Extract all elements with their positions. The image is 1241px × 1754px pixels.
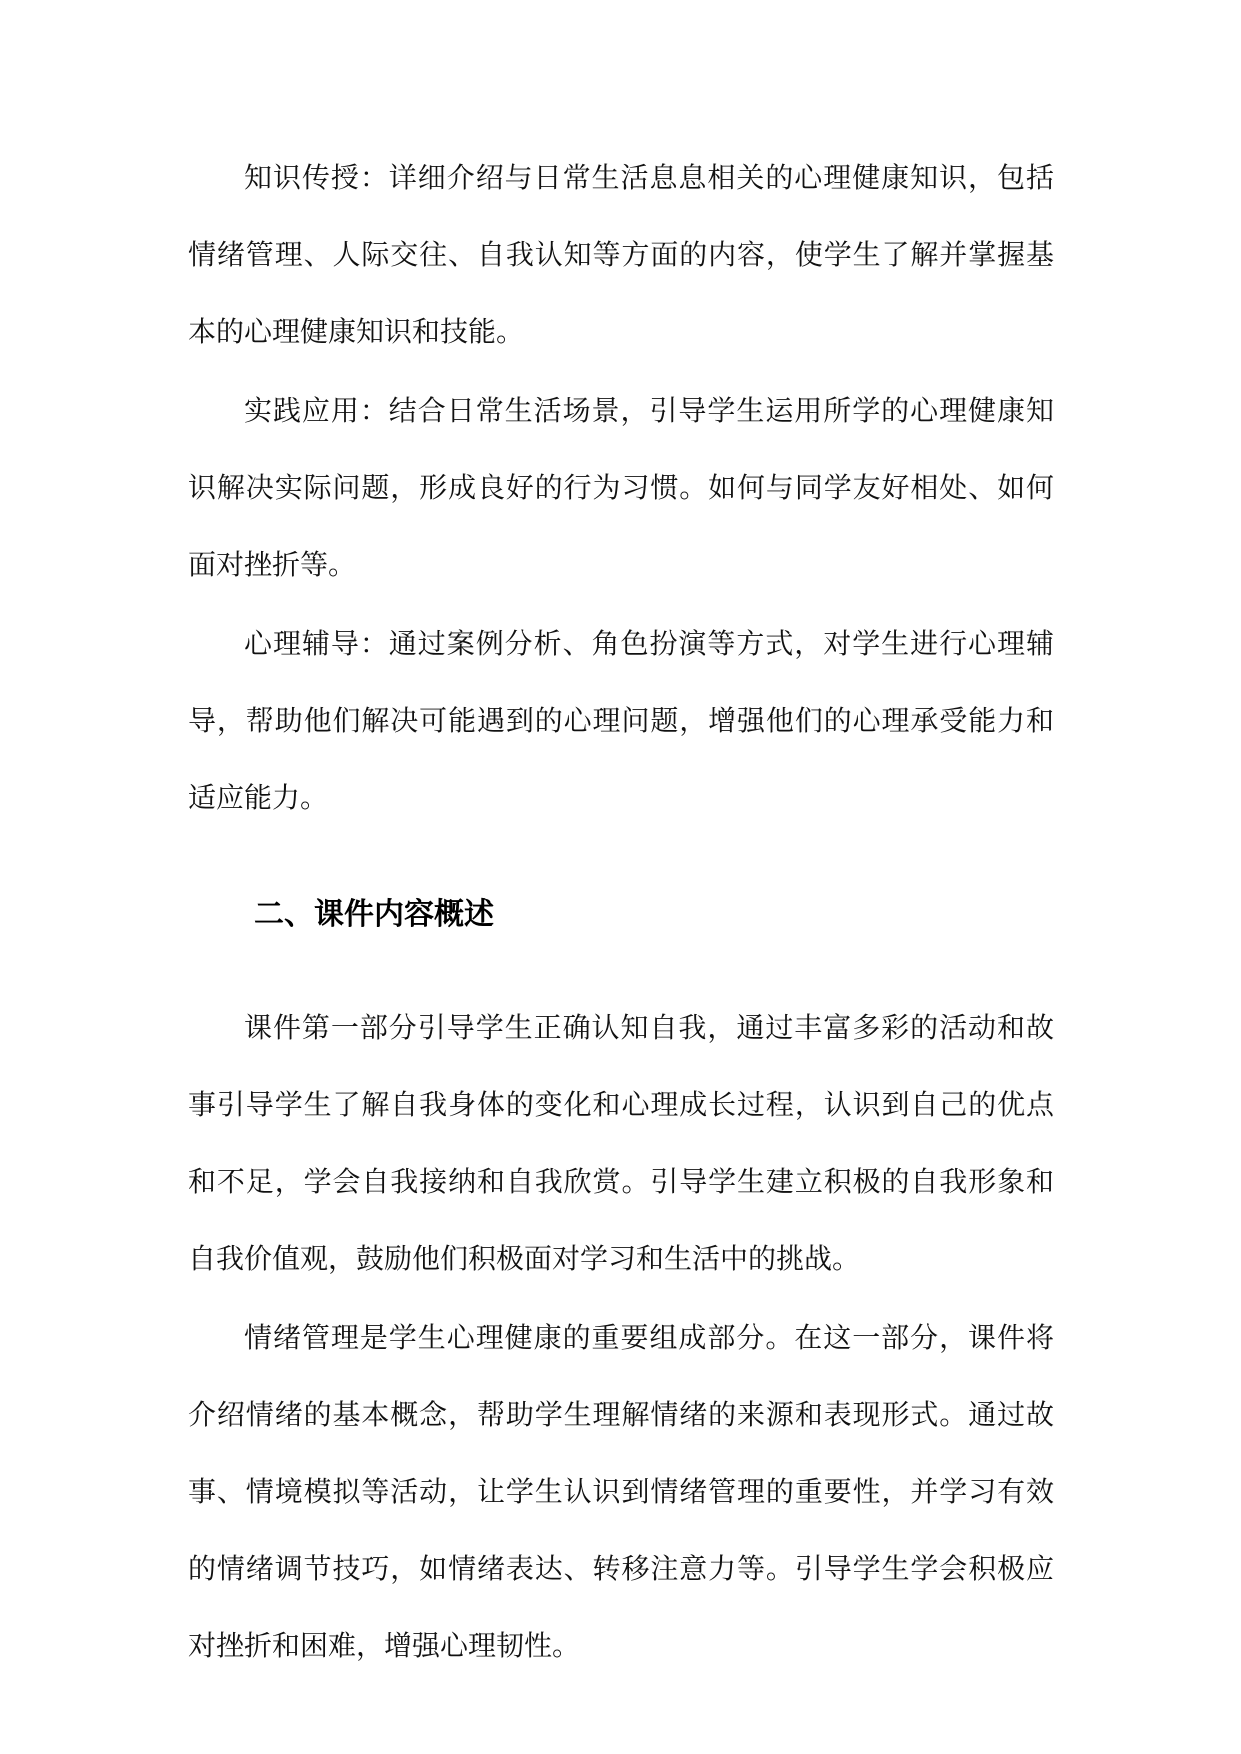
document-body <box>188 139 1054 1684</box>
paragraph-psychological-counseling: 心理辅导：通过案例分析、角色扮演等方式，对学生进行心理辅导，帮助他们解决可能遇到的心理问题，增强他们的心理承受能力和适应能力。 <box>188 627 1054 814</box>
paragraph-self-awareness: 课件第一部分引导学生正确认知自我，通过丰富多彩的活动和故事引导学生了解自我身体的变化和心理成长过程，认识到自己的优点和不足，学会自我接纳和自我欣赏。引导学生建立积极的自我形象和自我价值观，鼓励他们积极面对学习和生活中的挑战。 <box>188 1011 1054 1275</box>
section-heading-courseware-overview: 二、课件内容概述 <box>254 897 494 932</box>
paragraph-practical-application: 实践应用：结合日常生活场景，引导学生运用所学的心理健康知识解决实际问题，形成良好的行为习惯。如何与同学友好相处、如何面对挫折等。 <box>188 394 1054 581</box>
paragraph-emotion-management: 情绪管理是学生心理健康的重要组成部分。在这一部分，课件将介绍情绪的基本概念，帮助学生理解情绪的来源和表现形式。通过故事、情境模拟等活动，让学生认识到情绪管理的重要性，并学习有效的情绪调节技巧，如情绪表达、转移注意力等。引导学生学会积极应对挫折和困难，增强心理韧性。 <box>188 1321 1054 1662</box>
paragraph-knowledge-teaching: 知识传授：详细介绍与日常生活息息相关的心理健康知识，包括情绪管理、人际交往、自我认知等方面的内容，使学生了解并掌握基本的心理健康知识和技能。 <box>188 161 1054 348</box>
